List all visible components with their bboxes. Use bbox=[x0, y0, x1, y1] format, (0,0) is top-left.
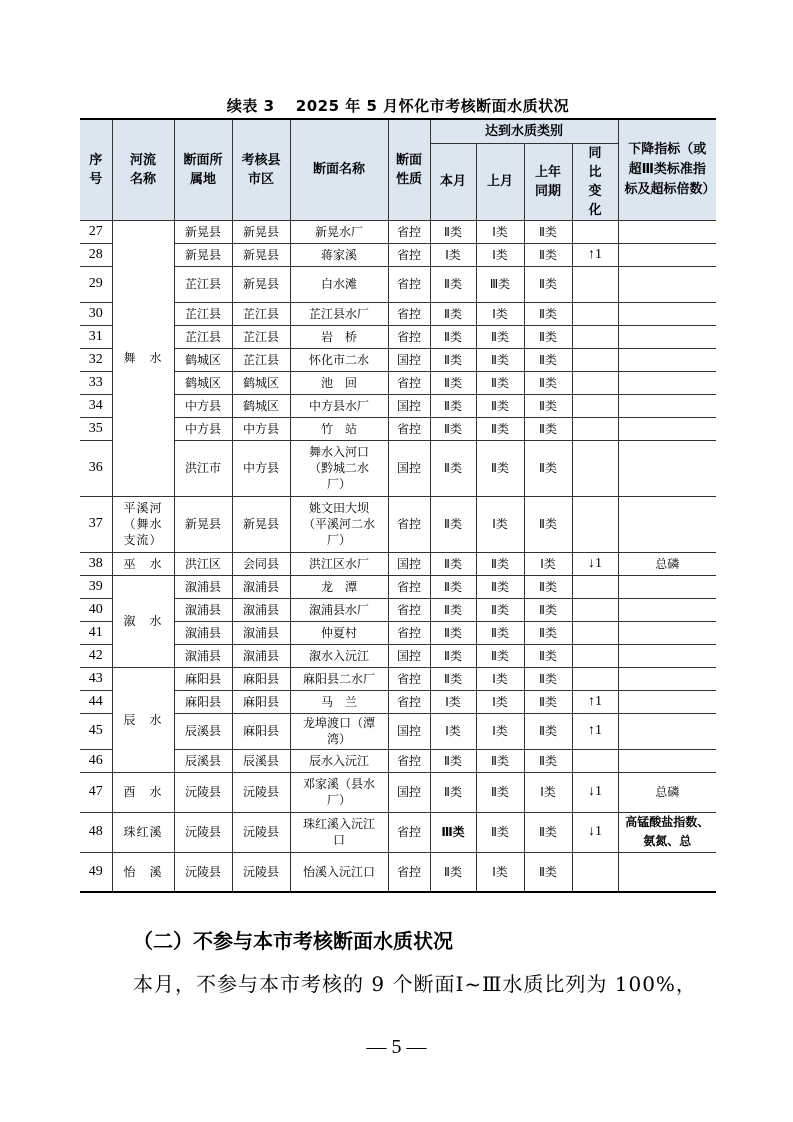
row-this-month: Ⅱ类 bbox=[430, 575, 476, 598]
table-row bbox=[80, 575, 716, 598]
row-last-year: Ⅱ类 bbox=[524, 667, 572, 690]
header-location: 断面所属地 bbox=[174, 119, 232, 220]
row-seq: 44 bbox=[80, 690, 112, 713]
header-nature: 断面性质 bbox=[388, 119, 430, 220]
row-indicator bbox=[618, 243, 716, 266]
row-section-name: 岩 桥 bbox=[290, 325, 388, 348]
table-row bbox=[80, 772, 716, 812]
row-last-year: Ⅱ类 bbox=[524, 348, 572, 371]
table-row bbox=[80, 812, 716, 852]
row-county: 辰溪县 bbox=[232, 749, 290, 772]
row-yoy bbox=[572, 325, 618, 348]
row-location: 麻阳县 bbox=[174, 690, 232, 713]
table-row bbox=[80, 852, 716, 892]
row-seq: 41 bbox=[80, 621, 112, 644]
header-yoy: 同比变化 bbox=[572, 143, 618, 220]
body-paragraph: 本月，不参与本市考核的 9 个断面Ⅰ~Ⅲ水质比列为 100%， bbox=[133, 972, 697, 996]
row-last-month: Ⅱ类 bbox=[476, 371, 524, 394]
row-nature: 省控 bbox=[388, 417, 430, 440]
row-location: 芷江县 bbox=[174, 302, 232, 325]
table-body bbox=[80, 220, 716, 892]
row-seq: 47 bbox=[80, 772, 112, 812]
row-nature: 省控 bbox=[388, 598, 430, 621]
row-yoy bbox=[572, 621, 618, 644]
row-location: 新晃县 bbox=[174, 496, 232, 552]
row-last-month: Ⅱ类 bbox=[476, 644, 524, 667]
header-section-name: 断面名称 bbox=[290, 119, 388, 220]
table-row bbox=[80, 598, 716, 621]
row-yoy bbox=[572, 598, 618, 621]
row-last-year: Ⅱ类 bbox=[524, 394, 572, 417]
row-indicator: 总磷 bbox=[618, 552, 716, 575]
row-location: 鹤城区 bbox=[174, 371, 232, 394]
row-county: 麻阳县 bbox=[232, 690, 290, 713]
header-county: 考核县市区 bbox=[232, 119, 290, 220]
row-last-month: Ⅱ类 bbox=[476, 575, 524, 598]
row-yoy bbox=[572, 440, 618, 496]
row-this-month: Ⅱ类 bbox=[430, 598, 476, 621]
row-county: 麻阳县 bbox=[232, 667, 290, 690]
table-row bbox=[80, 266, 716, 302]
row-section-name: 怀化市二水 bbox=[290, 348, 388, 371]
row-section-name: 辰水入沅江 bbox=[290, 749, 388, 772]
row-last-month: Ⅱ类 bbox=[476, 552, 524, 575]
row-last-year: Ⅱ类 bbox=[524, 417, 572, 440]
row-seq: 30 bbox=[80, 302, 112, 325]
row-this-month: Ⅱ类 bbox=[430, 852, 476, 892]
table-row bbox=[80, 749, 716, 772]
row-county: 会同县 bbox=[232, 552, 290, 575]
row-county: 沅陵县 bbox=[232, 852, 290, 892]
row-nature: 国控 bbox=[388, 644, 430, 667]
row-seq: 32 bbox=[80, 348, 112, 371]
row-location: 芷江县 bbox=[174, 266, 232, 302]
row-this-month: Ⅱ类 bbox=[430, 325, 476, 348]
row-last-year: Ⅱ类 bbox=[524, 266, 572, 302]
row-seq: 42 bbox=[80, 644, 112, 667]
table-row bbox=[80, 325, 716, 348]
row-yoy bbox=[572, 371, 618, 394]
row-location: 辰溪县 bbox=[174, 713, 232, 749]
row-last-month: Ⅰ类 bbox=[476, 690, 524, 713]
page-number: — 5 — bbox=[366, 1036, 427, 1058]
table-row bbox=[80, 243, 716, 266]
row-last-year: Ⅰ类 bbox=[524, 772, 572, 812]
row-section-name: 怡溪入沅江口 bbox=[290, 852, 388, 892]
row-this-month: Ⅰ类 bbox=[430, 243, 476, 266]
row-this-month: Ⅱ类 bbox=[430, 220, 476, 243]
row-last-month: Ⅱ类 bbox=[476, 417, 524, 440]
row-seq: 48 bbox=[80, 812, 112, 852]
row-last-month: Ⅰ类 bbox=[476, 496, 524, 552]
table-row bbox=[80, 302, 716, 325]
row-section-name: 珠红溪入沅江口 bbox=[290, 812, 388, 852]
section-heading: （二）不参与本市考核断面水质状况 bbox=[133, 929, 453, 953]
row-yoy: ↓1 bbox=[572, 812, 618, 852]
row-county: 溆浦县 bbox=[232, 621, 290, 644]
row-section-name: 麻阳县二水厂 bbox=[290, 667, 388, 690]
row-location: 溆浦县 bbox=[174, 575, 232, 598]
row-last-month: Ⅰ类 bbox=[476, 302, 524, 325]
row-indicator bbox=[618, 644, 716, 667]
row-indicator bbox=[618, 348, 716, 371]
header-last-year: 上年同期 bbox=[524, 143, 572, 220]
table-row bbox=[80, 552, 716, 575]
row-yoy bbox=[572, 644, 618, 667]
row-last-month: Ⅱ类 bbox=[476, 348, 524, 371]
row-section-name: 芷江县水厂 bbox=[290, 302, 388, 325]
row-last-year: Ⅱ类 bbox=[524, 713, 572, 749]
row-seq: 40 bbox=[80, 598, 112, 621]
row-yoy bbox=[572, 667, 618, 690]
row-seq: 36 bbox=[80, 440, 112, 496]
row-this-month: Ⅰ类 bbox=[430, 713, 476, 749]
row-county: 鹤城区 bbox=[232, 371, 290, 394]
row-location: 芷江县 bbox=[174, 325, 232, 348]
row-location: 沅陵县 bbox=[174, 772, 232, 812]
row-nature: 国控 bbox=[388, 772, 430, 812]
row-nature: 省控 bbox=[388, 621, 430, 644]
row-indicator: 总磷 bbox=[618, 772, 716, 812]
row-county: 新晃县 bbox=[232, 496, 290, 552]
row-this-month: Ⅱ类 bbox=[430, 621, 476, 644]
row-indicator bbox=[618, 690, 716, 713]
row-last-month: Ⅱ类 bbox=[476, 394, 524, 417]
row-last-month: Ⅱ类 bbox=[476, 812, 524, 852]
row-last-year: Ⅱ类 bbox=[524, 440, 572, 496]
row-indicator bbox=[618, 302, 716, 325]
row-location: 洪江区 bbox=[174, 552, 232, 575]
row-nature: 省控 bbox=[388, 667, 430, 690]
row-yoy bbox=[572, 220, 618, 243]
row-location: 麻阳县 bbox=[174, 667, 232, 690]
row-nature: 省控 bbox=[388, 325, 430, 348]
row-yoy bbox=[572, 575, 618, 598]
row-location: 沅陵县 bbox=[174, 852, 232, 892]
row-seq: 43 bbox=[80, 667, 112, 690]
row-indicator bbox=[618, 598, 716, 621]
header-indicator: 下降指标（或超Ⅲ类标准指标及超标倍数） bbox=[618, 119, 716, 220]
row-this-month: Ⅱ类 bbox=[430, 348, 476, 371]
table-row bbox=[80, 417, 716, 440]
row-seq: 33 bbox=[80, 371, 112, 394]
row-location: 辰溪县 bbox=[174, 749, 232, 772]
water-quality-table bbox=[80, 118, 716, 893]
row-indicator bbox=[618, 496, 716, 552]
row-nature: 省控 bbox=[388, 243, 430, 266]
row-nature: 国控 bbox=[388, 552, 430, 575]
row-this-month: Ⅱ类 bbox=[430, 417, 476, 440]
row-seq: 45 bbox=[80, 713, 112, 749]
row-last-month: Ⅱ类 bbox=[476, 598, 524, 621]
row-yoy bbox=[572, 302, 618, 325]
table-row bbox=[80, 644, 716, 667]
table-row bbox=[80, 348, 716, 371]
row-seq: 39 bbox=[80, 575, 112, 598]
row-county: 沅陵县 bbox=[232, 772, 290, 812]
row-county: 中方县 bbox=[232, 440, 290, 496]
row-location: 新晃县 bbox=[174, 220, 232, 243]
row-last-year: Ⅱ类 bbox=[524, 371, 572, 394]
row-last-year: Ⅱ类 bbox=[524, 852, 572, 892]
row-seq: 49 bbox=[80, 852, 112, 892]
row-section-name: 白水滩 bbox=[290, 266, 388, 302]
table-row bbox=[80, 394, 716, 417]
row-section-name: 池 回 bbox=[290, 371, 388, 394]
row-last-year: Ⅱ类 bbox=[524, 325, 572, 348]
row-seq: 38 bbox=[80, 552, 112, 575]
row-section-name: 蒋家溪 bbox=[290, 243, 388, 266]
row-section-name: 仲夏村 bbox=[290, 621, 388, 644]
row-section-name: 溆浦县水厂 bbox=[290, 598, 388, 621]
header-category-group: 达到水质类别 bbox=[430, 119, 618, 143]
row-section-name: 洪江区水厂 bbox=[290, 552, 388, 575]
row-location: 溆浦县 bbox=[174, 621, 232, 644]
row-last-month: Ⅱ类 bbox=[476, 772, 524, 812]
row-last-year: Ⅱ类 bbox=[524, 243, 572, 266]
row-yoy: ↑1 bbox=[572, 713, 618, 749]
row-county: 溆浦县 bbox=[232, 644, 290, 667]
river-name: 平溪河（舞水支流） bbox=[112, 496, 174, 552]
table-row bbox=[80, 621, 716, 644]
row-seq: 31 bbox=[80, 325, 112, 348]
header-last-month: 上月 bbox=[476, 143, 524, 220]
row-nature: 省控 bbox=[388, 749, 430, 772]
river-name: 辰 水 bbox=[112, 667, 174, 772]
row-nature: 省控 bbox=[388, 220, 430, 243]
row-indicator: 高锰酸盐指数、氨氮、总 bbox=[618, 812, 716, 852]
row-indicator bbox=[618, 266, 716, 302]
row-seq: 27 bbox=[80, 220, 112, 243]
river-name: 怡 溪 bbox=[112, 852, 174, 892]
row-this-month: Ⅱ类 bbox=[430, 772, 476, 812]
row-indicator bbox=[618, 852, 716, 892]
row-county: 芷江县 bbox=[232, 325, 290, 348]
river-name: 舞 水 bbox=[112, 220, 174, 496]
row-location: 溆浦县 bbox=[174, 598, 232, 621]
row-county: 鹤城区 bbox=[232, 394, 290, 417]
row-indicator bbox=[618, 621, 716, 644]
row-seq: 37 bbox=[80, 496, 112, 552]
row-last-month: Ⅰ类 bbox=[476, 852, 524, 892]
row-location: 中方县 bbox=[174, 394, 232, 417]
row-nature: 省控 bbox=[388, 575, 430, 598]
row-seq: 34 bbox=[80, 394, 112, 417]
row-section-name: 马 兰 bbox=[290, 690, 388, 713]
row-indicator bbox=[618, 417, 716, 440]
row-this-month: Ⅱ类 bbox=[430, 394, 476, 417]
row-nature: 国控 bbox=[388, 440, 430, 496]
row-section-name: 溆水入沅江 bbox=[290, 644, 388, 667]
river-name: 溆 水 bbox=[112, 575, 174, 667]
header-this-month: 本月 bbox=[430, 143, 476, 220]
table-row bbox=[80, 496, 716, 552]
table-row bbox=[80, 440, 716, 496]
row-this-month: Ⅱ类 bbox=[430, 371, 476, 394]
row-county: 芷江县 bbox=[232, 348, 290, 371]
row-nature: 省控 bbox=[388, 266, 430, 302]
row-nature: 省控 bbox=[388, 302, 430, 325]
row-yoy bbox=[572, 417, 618, 440]
row-county: 溆浦县 bbox=[232, 598, 290, 621]
row-this-month: Ⅲ类 bbox=[430, 812, 476, 852]
row-last-month: Ⅱ类 bbox=[476, 440, 524, 496]
row-section-name: 邓家溪（县水厂） bbox=[290, 772, 388, 812]
row-location: 新晃县 bbox=[174, 243, 232, 266]
row-nature: 省控 bbox=[388, 496, 430, 552]
row-yoy bbox=[572, 394, 618, 417]
row-indicator bbox=[618, 394, 716, 417]
row-last-year: Ⅰ类 bbox=[524, 552, 572, 575]
row-section-name: 龙埠渡口（潭湾） bbox=[290, 713, 388, 749]
row-yoy bbox=[572, 348, 618, 371]
row-section-name: 新晃水厂 bbox=[290, 220, 388, 243]
river-name: 酉 水 bbox=[112, 772, 174, 812]
row-this-month: Ⅱ类 bbox=[430, 302, 476, 325]
row-nature: 省控 bbox=[388, 812, 430, 852]
table-row bbox=[80, 713, 716, 749]
row-location: 溆浦县 bbox=[174, 644, 232, 667]
row-nature: 省控 bbox=[388, 371, 430, 394]
row-indicator bbox=[618, 667, 716, 690]
row-county: 新晃县 bbox=[232, 220, 290, 243]
row-indicator bbox=[618, 575, 716, 598]
row-last-year: Ⅱ类 bbox=[524, 812, 572, 852]
river-name: 巫 水 bbox=[112, 552, 174, 575]
row-seq: 29 bbox=[80, 266, 112, 302]
row-yoy bbox=[572, 852, 618, 892]
row-yoy: ↓1 bbox=[572, 772, 618, 812]
row-yoy: ↑1 bbox=[572, 243, 618, 266]
row-last-month: Ⅱ类 bbox=[476, 325, 524, 348]
row-county: 芷江县 bbox=[232, 302, 290, 325]
row-section-name: 中方县水厂 bbox=[290, 394, 388, 417]
row-county: 麻阳县 bbox=[232, 713, 290, 749]
row-county: 沅陵县 bbox=[232, 812, 290, 852]
row-yoy bbox=[572, 266, 618, 302]
row-last-year: Ⅱ类 bbox=[524, 749, 572, 772]
row-seq: 35 bbox=[80, 417, 112, 440]
row-county: 溆浦县 bbox=[232, 575, 290, 598]
row-last-month: Ⅰ类 bbox=[476, 713, 524, 749]
row-section-name: 姚文田大坝（平溪河二水厂） bbox=[290, 496, 388, 552]
row-indicator bbox=[618, 713, 716, 749]
row-last-year: Ⅱ类 bbox=[524, 220, 572, 243]
row-county: 新晃县 bbox=[232, 266, 290, 302]
row-nature: 国控 bbox=[388, 713, 430, 749]
row-section-name: 竹 站 bbox=[290, 417, 388, 440]
row-this-month: Ⅱ类 bbox=[430, 749, 476, 772]
row-yoy bbox=[572, 496, 618, 552]
row-seq: 46 bbox=[80, 749, 112, 772]
header-river: 河流名称 bbox=[112, 119, 174, 220]
row-nature: 国控 bbox=[388, 394, 430, 417]
row-last-month: Ⅲ类 bbox=[476, 266, 524, 302]
row-section-name: 舞水入河口（黔城二水厂） bbox=[290, 440, 388, 496]
row-nature: 省控 bbox=[388, 852, 430, 892]
row-this-month: Ⅱ类 bbox=[430, 440, 476, 496]
row-indicator bbox=[618, 371, 716, 394]
row-location: 洪江市 bbox=[174, 440, 232, 496]
row-this-month: Ⅱ类 bbox=[430, 644, 476, 667]
row-this-month: Ⅰ类 bbox=[430, 690, 476, 713]
row-last-month: Ⅰ类 bbox=[476, 667, 524, 690]
row-this-month: Ⅱ类 bbox=[430, 552, 476, 575]
row-indicator bbox=[618, 440, 716, 496]
row-indicator bbox=[618, 749, 716, 772]
row-last-year: Ⅱ类 bbox=[524, 302, 572, 325]
table-row bbox=[80, 690, 716, 713]
row-this-month: Ⅱ类 bbox=[430, 266, 476, 302]
table-row bbox=[80, 220, 716, 243]
row-indicator bbox=[618, 220, 716, 243]
row-county: 中方县 bbox=[232, 417, 290, 440]
row-last-year: Ⅱ类 bbox=[524, 621, 572, 644]
header-seq: 序号 bbox=[80, 119, 112, 220]
row-last-year: Ⅱ类 bbox=[524, 575, 572, 598]
row-yoy: ↓1 bbox=[572, 552, 618, 575]
row-yoy bbox=[572, 749, 618, 772]
row-last-year: Ⅱ类 bbox=[524, 496, 572, 552]
river-name: 珠红溪 bbox=[112, 812, 174, 852]
row-county: 新晃县 bbox=[232, 243, 290, 266]
table-caption: 续表 3 2025 年 5 月怀化市考核断面水质状况 bbox=[226, 97, 570, 115]
row-nature: 国控 bbox=[388, 348, 430, 371]
row-indicator bbox=[618, 325, 716, 348]
row-last-year: Ⅱ类 bbox=[524, 690, 572, 713]
row-last-year: Ⅱ类 bbox=[524, 644, 572, 667]
row-last-month: Ⅱ类 bbox=[476, 749, 524, 772]
table-row bbox=[80, 371, 716, 394]
row-last-month: Ⅰ类 bbox=[476, 220, 524, 243]
row-location: 鹤城区 bbox=[174, 348, 232, 371]
row-last-month: Ⅱ类 bbox=[476, 621, 524, 644]
row-this-month: Ⅱ类 bbox=[430, 667, 476, 690]
row-section-name: 龙 潭 bbox=[290, 575, 388, 598]
row-seq: 28 bbox=[80, 243, 112, 266]
row-last-month: Ⅰ类 bbox=[476, 243, 524, 266]
row-nature: 省控 bbox=[388, 690, 430, 713]
table-row bbox=[80, 667, 716, 690]
row-location: 中方县 bbox=[174, 417, 232, 440]
row-this-month: Ⅱ类 bbox=[430, 496, 476, 552]
row-yoy: ↑1 bbox=[572, 690, 618, 713]
row-location: 沅陵县 bbox=[174, 812, 232, 852]
row-last-year: Ⅱ类 bbox=[524, 598, 572, 621]
